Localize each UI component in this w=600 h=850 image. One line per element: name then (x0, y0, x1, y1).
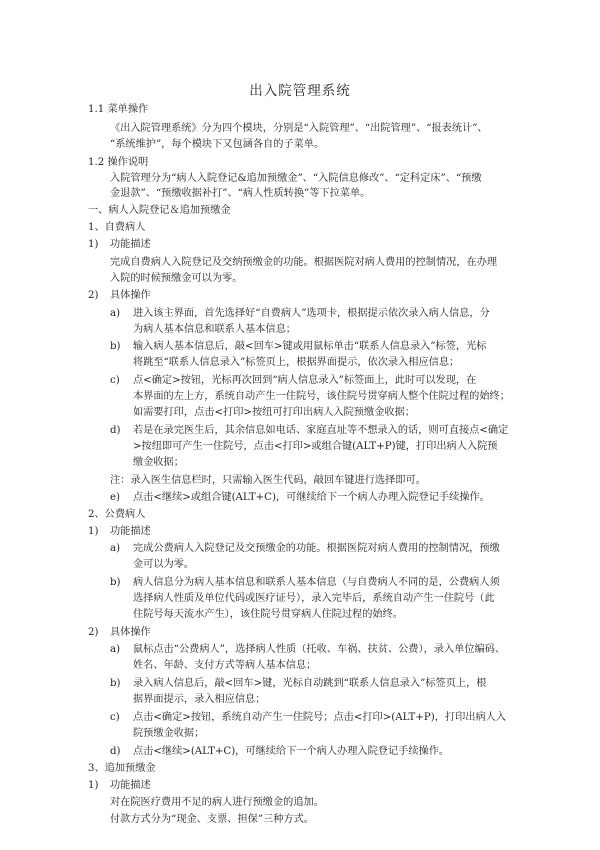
paragraph-line: 完成自费病人入院登记及交纳预缴金的功能。根据医院对病人费用的控制情况，在办理 (110, 257, 498, 268)
subsection-title: 具体操作 (110, 627, 151, 638)
item-marker: b) (110, 678, 121, 689)
paragraph-line: 入院管理分为“病人入院登记&追加预缴金”、“入院信息修改”、“定科定床”、“预缴 (110, 173, 482, 184)
item-line: 为病人基本信息和联系人基本信息； (133, 324, 296, 335)
item-line: 完成公费病人入院登记及交预缴金的功能。根据医院对病人费用的控制情况，预缴 (133, 543, 500, 554)
item-line: 住院号每天流水产生），该住院号贯穿病人住院过程的始终。 (133, 609, 403, 620)
section-heading: 3、追加预缴金 (88, 763, 156, 774)
item-marker: c) (110, 375, 120, 386)
item-line: 据界面提示，录入相应信息； (133, 694, 266, 705)
subsection-title: 功能描述 (110, 239, 151, 250)
item-marker: e) (110, 492, 121, 503)
item-line: 鼠标点击“公费病人”，选择病人性质（托收、车祸、扶贫、公费），录入单位编码、 (133, 644, 506, 655)
list-marker: 1) (88, 780, 99, 791)
item-line: 输入病人基本信息后，敲<回车>键或用鼠标单击“联系人信息录入”标签，光标 (133, 341, 487, 352)
paragraph-line: 对在院医疗费用不足的病人进行预缴金的追加。 (110, 797, 324, 808)
list-marker: 2) (88, 627, 99, 638)
item-line: >按纽即可产生一住院号，点击<打印>或组合键(ALT+P)键，打印出病人入院预 (133, 441, 498, 452)
heading-1-2: 1.2 操作说明 (88, 157, 149, 168)
item-marker: c) (110, 712, 120, 723)
list-marker: 1) (88, 239, 99, 250)
heading-1-1: 1.1 菜单操作 (88, 104, 149, 115)
item-line: 本界面的左上方，系统自动产生一住院号，该住院号贯穿病人整个住院过程的始终； (133, 391, 510, 402)
paragraph-line: 付款方式分为“现金、支票、担保”三种方式。 (110, 814, 314, 825)
list-marker: 2) (88, 290, 99, 301)
item-marker: d) (110, 746, 121, 757)
item-line: 点击<确定>按钮，系统自动产生一住院号；点击<打印>(ALT+P)，打印出病人入 (133, 712, 507, 723)
paragraph-line: 金退款”、“预缴收据补打”、“病人性质转换”等下拉菜单。 (110, 188, 371, 199)
subsection-title: 功能描述 (110, 780, 151, 791)
paragraph-line: 入院的时候预缴金可以为零。 (110, 273, 243, 284)
item-line: 录入病人信息后，敲<回车>键，光标自动跳到“联系人信息录入”标签页上，根 (133, 678, 487, 689)
section-heading: 1、自费病人 (88, 222, 146, 233)
page-title: 出入院管理系统 (249, 83, 351, 99)
item-marker: a) (110, 644, 121, 655)
item-line: 病人信息分为病人基本信息和联系人基本信息（与自费病人不同的是，公费病人须 (133, 577, 500, 588)
item-line: 若是在录完医生后，其余信息如电话、家庭直址等不想录入的话，则可直接点<确定 (133, 425, 509, 436)
paragraph-line: 《出入院管理系统》分为四个模块，分别是“入院管理”、“出院管理”、“报表统计”、 (110, 123, 488, 134)
item-marker: b) (110, 341, 121, 352)
item-line: 姓名、年龄、支付方式等病人基本信息； (133, 660, 317, 671)
item-line: 院预缴金收据； (133, 728, 205, 739)
item-marker: a) (110, 308, 121, 319)
item-line: 金可以为零。 (133, 559, 195, 570)
item-marker: d) (110, 425, 121, 436)
item-line: 选择病人性质及单位代码或医疗证号），录入完毕后，系统自动产生一住院号（此 (133, 593, 495, 604)
item-line: 如需要打印，点击<打印>按纽可打印出病人入院预缴金收据； (133, 407, 415, 418)
subsection-title: 具体操作 (110, 290, 151, 301)
note-line: 注：录入医生信息栏时，只需输入医生代码，敲回车键进行选择即可。 (110, 475, 426, 486)
item-line: 点击<继续>或组合键(ALT+C)，可继续给下一个病人办理入院登记手续操作。 (133, 492, 490, 503)
item-marker: b) (110, 577, 121, 588)
item-line: 缴金收据； (133, 457, 184, 468)
subsection-title: 功能描述 (110, 526, 151, 537)
section-heading: 2、公费病人 (88, 509, 146, 520)
part-heading: 一、病人入院登记＆追加预缴金 (88, 205, 231, 216)
item-line: 点<确定>按钮，光标再次回到“病人信息录入”标签面上，此时可以发现，在 (133, 375, 477, 386)
list-marker: 1) (88, 526, 99, 537)
paragraph-line: “系统维护”，每个模块下又包涵各自的子菜单。 (110, 139, 325, 150)
item-line: 进入该主界面，首先选择好“自费病人”选项卡，根据提示依次录入病人信息，分 (133, 308, 490, 319)
item-marker: a) (110, 543, 121, 554)
item-line: 将跳至“联系人信息录入”标签页上，根据界面提示，依次录入相应信息； (133, 357, 460, 368)
item-line: 点击<继续>(ALT+C)，可继续给下一个病人办理入院登记手续操作。 (133, 746, 450, 757)
